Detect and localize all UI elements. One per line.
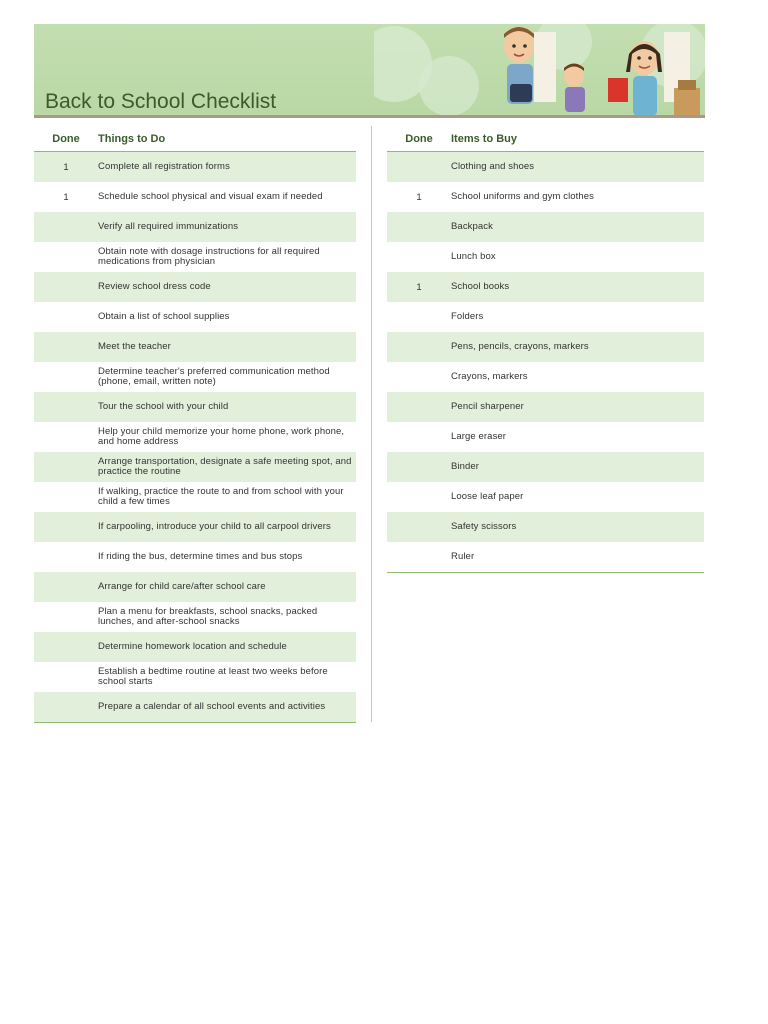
table-header	[34, 126, 356, 152]
task-cell: School uniforms and gym clothes	[451, 190, 595, 202]
task-cell: Obtain a list of school supplies	[98, 310, 230, 322]
done-column-header: Done	[52, 132, 80, 145]
task-cell: Help your child memorize your home phone, work phone, and home address	[98, 425, 345, 447]
table-row	[387, 182, 704, 212]
table-row	[34, 632, 356, 662]
task-cell: Lunch box	[451, 250, 496, 262]
table-row	[387, 512, 704, 542]
table-row	[34, 272, 356, 302]
items-to-buy-header: Items to Buy	[451, 132, 518, 145]
table-row	[387, 302, 704, 332]
task-cell: Binder	[451, 460, 480, 472]
table-row	[34, 152, 356, 182]
done-cell[interactable]: 1	[63, 161, 69, 173]
table-row	[34, 572, 356, 602]
task-cell: Complete all registration forms	[98, 160, 230, 172]
table-row	[387, 212, 704, 242]
table-row	[387, 332, 704, 362]
task-cell: Plan a menu for breakfasts, school snacks, packed lunches, and after-school snacks	[98, 605, 318, 627]
table-row	[34, 302, 356, 332]
table-row	[387, 152, 704, 182]
header-banner	[34, 24, 705, 118]
table-row	[34, 422, 356, 452]
task-cell: Obtain note with dosage instructions for all required medications from physician	[98, 245, 320, 267]
table-bottom-border	[34, 722, 356, 723]
buy-rows	[387, 152, 704, 572]
table-row	[34, 602, 356, 632]
task-cell: Folders	[451, 310, 484, 322]
task-cell: Meet the teacher	[98, 340, 171, 352]
task-cell: Verify all required immunizations	[98, 220, 239, 232]
task-cell: Pencil sharpener	[451, 400, 524, 412]
task-cell: Backpack	[451, 220, 493, 232]
table-row	[387, 452, 704, 482]
task-cell: Arrange transportation, designate a safe meeting spot, and practice the routine	[98, 455, 352, 477]
things-to-do-table	[34, 126, 356, 723]
table-row	[34, 452, 356, 482]
task-cell: Tour the school with your child	[98, 400, 229, 412]
table-row	[34, 362, 356, 392]
items-to-buy-table	[387, 126, 704, 573]
table-row	[34, 482, 356, 512]
table-header	[387, 126, 704, 152]
task-cell: Clothing and shoes	[451, 160, 535, 172]
task-cell: Ruler	[451, 550, 475, 562]
table-row	[34, 692, 356, 722]
table-row	[387, 392, 704, 422]
task-cell: Review school dress code	[98, 280, 211, 292]
todo-rows	[34, 152, 356, 722]
table-bottom-border	[387, 572, 704, 573]
done-cell[interactable]: 1	[416, 191, 422, 203]
task-cell: If carpooling, introduce your child to all carpool drivers	[98, 520, 331, 532]
table-row	[387, 482, 704, 512]
table-row	[34, 212, 356, 242]
task-cell: Determine homework location and schedule	[98, 640, 287, 652]
family-illustration	[374, 24, 705, 118]
table-row	[34, 242, 356, 272]
task-cell: Safety scissors	[451, 520, 517, 532]
page-title: Back to School Checklist	[45, 90, 277, 113]
task-cell: Prepare a calendar of all school events and activities	[98, 700, 326, 712]
task-cell: School books	[451, 280, 510, 292]
task-cell: Determine teacher's preferred communication method (phone, email, written note)	[98, 365, 330, 387]
things-to-do-header: Things to Do	[98, 132, 166, 145]
table-row	[34, 392, 356, 422]
done-cell[interactable]: 1	[63, 191, 69, 203]
done-column-header: Done	[405, 132, 433, 145]
table-row	[387, 242, 704, 272]
task-cell: If riding the bus, determine times and bus stops	[98, 550, 303, 562]
done-cell[interactable]: 1	[416, 281, 422, 293]
task-cell: If walking, practice the route to and from school with your child a few times	[98, 485, 344, 507]
task-cell: Arrange for child care/after school care	[98, 580, 266, 592]
task-cell: Establish a bedtime routine at least two weeks before school starts	[98, 665, 328, 687]
table-row	[34, 332, 356, 362]
table-row	[34, 512, 356, 542]
task-cell: Schedule school physical and visual exam if needed	[98, 190, 323, 202]
task-cell: Large eraser	[451, 430, 507, 442]
table-row	[387, 272, 704, 302]
table-row	[387, 422, 704, 452]
banner-stripe	[34, 115, 705, 118]
table-row	[387, 362, 704, 392]
task-cell: Loose leaf paper	[451, 490, 524, 502]
table-row	[34, 662, 356, 692]
task-cell: Crayons, markers	[451, 370, 528, 382]
column-divider	[371, 126, 372, 722]
table-row	[387, 542, 704, 572]
table-row	[34, 542, 356, 572]
task-cell: Pens, pencils, crayons, markers	[451, 340, 589, 352]
table-row	[34, 182, 356, 212]
